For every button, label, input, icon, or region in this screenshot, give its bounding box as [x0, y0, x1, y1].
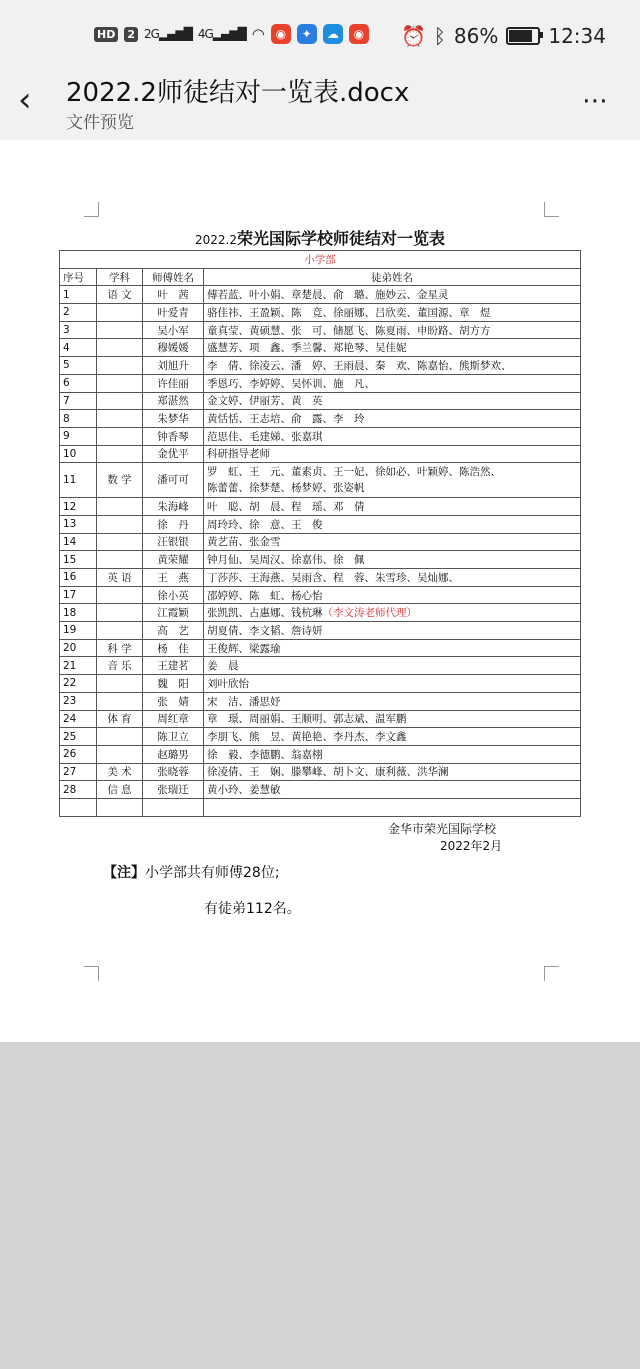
page-corner-mark [84, 202, 99, 217]
title-main: 荣光国际学校师徒结对一览表 [236, 229, 445, 248]
cell-apprentices [204, 639, 581, 657]
note-line-2: 有徒弟112名。 [204, 901, 301, 917]
cell-subject [97, 728, 143, 746]
cell-no: 11 [60, 463, 97, 498]
cell-no: 24 [60, 710, 97, 728]
battery-icon [506, 27, 540, 45]
col-header-no: 序号 [60, 268, 97, 286]
cell-no: 4 [60, 339, 97, 357]
apprentice-names: 童真莹、黄硕慧、张 可、储愿飞、陈夏雨、申盼路、胡方方 [207, 324, 491, 337]
cell-subject: 美 术 [97, 763, 143, 781]
apprentice-names: 李 倩、徐凌云、潘 婷、王雨晨、秦 欢、陈嘉怡、熊斯梦欢、 [207, 359, 512, 372]
apprentice-names: 骆佳祎、王盈颖、陈 竞、徐丽娜、吕欣奕、董国源、章 煜 [207, 306, 491, 319]
document-page [0, 140, 640, 1042]
apprentice-names: 宋 洁、潘思妤 [207, 695, 281, 708]
clock: 12:34 [548, 24, 606, 48]
cell-subject [97, 321, 143, 339]
cloud-app-icon: ☁ [323, 24, 343, 44]
table-row [60, 551, 581, 569]
cell-no: 21 [60, 657, 97, 675]
back-arrow-icon[interactable]: ‹ [18, 80, 32, 120]
cell-master: 周红章 [143, 710, 204, 728]
apprentice-names: 邵婷婷、陈 虹、杨心怡 [207, 589, 323, 602]
cell-apprentices [204, 622, 581, 640]
cell-no: 10 [60, 445, 97, 463]
cell-no: 7 [60, 392, 97, 410]
cell-apprentices [204, 357, 581, 375]
note-label: 【注】 [103, 865, 145, 881]
cell-master: 魏 阳 [143, 675, 204, 693]
table-row [60, 410, 581, 428]
cell-master: 高 艺 [143, 622, 204, 640]
empty-cell [143, 798, 204, 816]
table-row [60, 675, 581, 693]
cell-subject: 科 学 [97, 639, 143, 657]
table-row [60, 586, 581, 604]
apprentice-names: 黄恬恬、王志培、俞 露、李 玲 [207, 413, 365, 426]
apprentice-names: 李朋飞、熊 昱、黄艳艳、李丹杰、李文鑫 [207, 731, 407, 744]
apprentice-names-line-2: 陈蕾蕾、徐梦楚、杨梦婷、张姿帆 [207, 482, 365, 495]
apprentice-names: 罗 虹、王 元、董素贞、王一妃、徐如必、叶颖婷、陈浩然、 [207, 466, 501, 479]
apprentice-names: 胡夏倩、李文韬、詹诗妍 [207, 624, 323, 637]
cell-master: 刘旭升 [143, 357, 204, 375]
cell-subject: 数 学 [97, 463, 143, 498]
cell-subject [97, 551, 143, 569]
apprentice-names: 徐 毅、李德鹏、翁嘉栩 [207, 748, 323, 761]
pairing-table [59, 250, 581, 817]
cell-subject [97, 745, 143, 763]
apprentice-names: 黄小玲、姜慧敏 [207, 784, 281, 797]
cell-master: 江霞颖 [143, 604, 204, 622]
table-row [60, 286, 581, 304]
cell-master: 朱梦华 [143, 410, 204, 428]
table-row [60, 639, 581, 657]
table-row [60, 515, 581, 533]
cell-master: 潘可可 [143, 463, 204, 498]
col-header-apprentices: 徒弟姓名 [204, 268, 581, 286]
cell-subject [97, 427, 143, 445]
cell-subject [97, 515, 143, 533]
sim-badge: 2 [124, 27, 138, 42]
table-row [60, 357, 581, 375]
bulb-app-icon: ✦ [297, 24, 317, 44]
cell-master: 张 婧 [143, 692, 204, 710]
cell-apprentices [204, 392, 581, 410]
cell-apprentices [204, 515, 581, 533]
cell-apprentices [204, 286, 581, 304]
cell-subject: 英 语 [97, 569, 143, 587]
table-row [60, 569, 581, 587]
cell-master: 穆媛媛 [143, 339, 204, 357]
cell-apprentices [204, 374, 581, 392]
cell-subject [97, 533, 143, 551]
cell-apprentices [204, 569, 581, 587]
cell-subject [97, 392, 143, 410]
weibo-app-icon: ◉ [271, 24, 291, 44]
cell-no: 23 [60, 692, 97, 710]
weibo-app-icon-2: ◉ [349, 24, 369, 44]
cell-no: 25 [60, 728, 97, 746]
cell-apprentices [204, 692, 581, 710]
cell-subject [97, 374, 143, 392]
bluetooth-icon: ᛒ [433, 24, 446, 48]
table-row [60, 392, 581, 410]
table-row [60, 710, 581, 728]
apprentice-names: 叶 聪、胡 晨、程 瑶、邓 倩 [207, 501, 365, 514]
apprentice-names: 金文婷、伊丽芳、黄 英 [207, 395, 323, 408]
cell-apprentices [204, 410, 581, 428]
table-row [60, 498, 581, 516]
cell-apprentices [204, 675, 581, 693]
apprentice-names: 徐凌倩、王 娴、滕攀峰、胡卜文、康利薇、洪华澜 [207, 766, 449, 779]
cell-master: 许佳丽 [143, 374, 204, 392]
cell-subject: 语 文 [97, 286, 143, 304]
page-corner-mark [84, 966, 99, 981]
cell-no: 19 [60, 622, 97, 640]
cell-no: 2 [60, 304, 97, 322]
cell-subject: 音 乐 [97, 657, 143, 675]
cell-apprentices [204, 498, 581, 516]
status-right [401, 24, 606, 48]
cell-apprentices [204, 728, 581, 746]
cell-subject [97, 304, 143, 322]
table-row [60, 463, 581, 498]
note-text-1: 小学部共有师傅28位; [145, 865, 280, 881]
cell-master: 张瑞迁 [143, 781, 204, 799]
cell-apprentices [204, 339, 581, 357]
table-row [60, 781, 581, 799]
cell-master: 王 燕 [143, 569, 204, 587]
cell-subject [97, 604, 143, 622]
section-label: 小学部 [60, 251, 581, 269]
document-title [0, 226, 640, 249]
cell-subject [97, 586, 143, 604]
status-bar [0, 0, 640, 72]
file-subtitle: 文件预览 [66, 113, 134, 133]
page-corner-mark [544, 966, 559, 981]
apprentice-names: 钟月仙、吴周汉、徐嘉伟、徐 佩 [207, 554, 365, 567]
apprentice-names: 丁莎莎、王海燕、吴雨含、程 蓉、朱雪珍、吴灿娜、 [207, 571, 459, 584]
table-row [60, 604, 581, 622]
wifi-icon: ◠ [251, 25, 265, 43]
apprentice-names: 刘叶欣怡 [207, 677, 249, 690]
cell-master: 吴小军 [143, 321, 204, 339]
cell-apprentices [204, 763, 581, 781]
cell-master: 徐小英 [143, 586, 204, 604]
cell-master: 张晓蓉 [143, 763, 204, 781]
file-title: 2022.2师徒结对一览表.docx [66, 78, 410, 108]
cell-master: 钟香琴 [143, 427, 204, 445]
cell-no: 5 [60, 357, 97, 375]
table-row [60, 622, 581, 640]
cell-master: 叶爱青 [143, 304, 204, 322]
note-line-1 [103, 862, 280, 882]
table-row [60, 745, 581, 763]
table-row [60, 374, 581, 392]
apprentice-names: 傅若蓝、叶小娟、章楚晨、俞 璐、施妙云、金星灵 [207, 289, 449, 302]
alarm-icon: ⏰ [401, 24, 426, 48]
cell-subject [97, 675, 143, 693]
cell-subject [97, 622, 143, 640]
cell-master: 徐 丹 [143, 515, 204, 533]
table-row [60, 321, 581, 339]
cell-subject [97, 410, 143, 428]
cell-no: 16 [60, 569, 97, 587]
cell-no: 17 [60, 586, 97, 604]
cell-master: 黄荣耀 [143, 551, 204, 569]
title-year: 2022.2 [194, 233, 237, 247]
apprentice-names: 范思佳、毛建娣、张嘉琪 [207, 430, 323, 443]
proxy-note: （李文涛老师代理） [322, 607, 417, 620]
page-corner-mark [544, 202, 559, 217]
table-row [60, 445, 581, 463]
apprentice-names: 科研指导老师 [207, 448, 270, 461]
cell-apprentices [204, 304, 581, 322]
cell-apprentices [204, 657, 581, 675]
more-menu-icon[interactable]: ⋯ [582, 86, 610, 116]
cell-no: 3 [60, 321, 97, 339]
cell-master: 郑湛然 [143, 392, 204, 410]
cell-subject: 体 育 [97, 710, 143, 728]
cell-apprentices [204, 710, 581, 728]
apprentice-names: 张凯凯、占惠娜、钱杭琳 [207, 607, 323, 620]
cell-no: 18 [60, 604, 97, 622]
cell-apprentices [204, 781, 581, 799]
section-row [60, 251, 581, 269]
cell-no: 28 [60, 781, 97, 799]
cell-subject: 信 息 [97, 781, 143, 799]
cell-no: 20 [60, 639, 97, 657]
app-bar [0, 72, 640, 140]
apprentice-names: 王俊辉、梁露瑜 [207, 642, 281, 655]
cell-master: 陈卫立 [143, 728, 204, 746]
cell-apprentices [204, 745, 581, 763]
cell-no: 22 [60, 675, 97, 693]
hd-badge: HD [94, 27, 118, 42]
empty-cell [97, 798, 143, 816]
cell-master: 叶 茜 [143, 286, 204, 304]
cell-apprentices [204, 551, 581, 569]
apprentice-names: 黄艺苗、张金雪 [207, 536, 281, 549]
cell-no: 15 [60, 551, 97, 569]
apprentice-names: 章 璟、周丽娟、王顺明、郭志斌、温军鹏 [207, 713, 407, 726]
cell-subject [97, 339, 143, 357]
table-row [60, 427, 581, 445]
table-row [60, 533, 581, 551]
cell-apprentices [204, 586, 581, 604]
cell-no: 8 [60, 410, 97, 428]
signal-2g-icon: 2G▂▄▆█ [144, 27, 192, 41]
cell-apprentices [204, 427, 581, 445]
cell-no: 1 [60, 286, 97, 304]
apprentice-names: 周玲玲、徐 意、王 俊 [207, 518, 323, 531]
table-row [60, 728, 581, 746]
cell-subject [97, 445, 143, 463]
signal-4g-icon: 4G▂▄▆█ [197, 27, 246, 41]
empty-row [60, 798, 581, 816]
apprentice-names: 盛慧芳、项 鑫、季兰馨、郑艳琴、吴佳妮 [207, 342, 407, 355]
cell-no: 14 [60, 533, 97, 551]
cell-subject [97, 692, 143, 710]
table-row [60, 763, 581, 781]
cell-master: 朱海峰 [143, 498, 204, 516]
cell-no: 6 [60, 374, 97, 392]
cell-apprentices [204, 533, 581, 551]
apprentice-names: 姜 晨 [207, 660, 239, 673]
cell-master: 金优平 [143, 445, 204, 463]
empty-cell [60, 798, 97, 816]
footer-date: 2022年2月 [440, 839, 503, 853]
table-row [60, 692, 581, 710]
empty-background [0, 1042, 640, 1369]
col-header-master: 师傅姓名 [143, 268, 204, 286]
cell-apprentices [204, 604, 581, 622]
cell-no: 13 [60, 515, 97, 533]
status-left [94, 24, 369, 44]
apprentice-names: 季恩巧、李婷婷、吴怀训、施 凡、 [207, 377, 375, 390]
cell-master: 王建茗 [143, 657, 204, 675]
cell-apprentices [204, 463, 581, 498]
empty-cell [204, 798, 581, 816]
cell-no: 12 [60, 498, 97, 516]
cell-apprentices [204, 445, 581, 463]
footer-school: 金华市荣光国际学校 [388, 822, 497, 836]
cell-subject [97, 357, 143, 375]
table-row [60, 339, 581, 357]
cell-no: 9 [60, 427, 97, 445]
table-row [60, 304, 581, 322]
battery-percent: 86% [453, 24, 499, 48]
cell-subject [97, 498, 143, 516]
cell-master: 杨 佳 [143, 639, 204, 657]
cell-no: 27 [60, 763, 97, 781]
cell-no: 26 [60, 745, 97, 763]
cell-apprentices [204, 321, 581, 339]
col-header-subject: 学科 [97, 268, 143, 286]
table-row [60, 657, 581, 675]
cell-master: 汪银银 [143, 533, 204, 551]
cell-master: 赵璐男 [143, 745, 204, 763]
header-row [60, 268, 581, 286]
